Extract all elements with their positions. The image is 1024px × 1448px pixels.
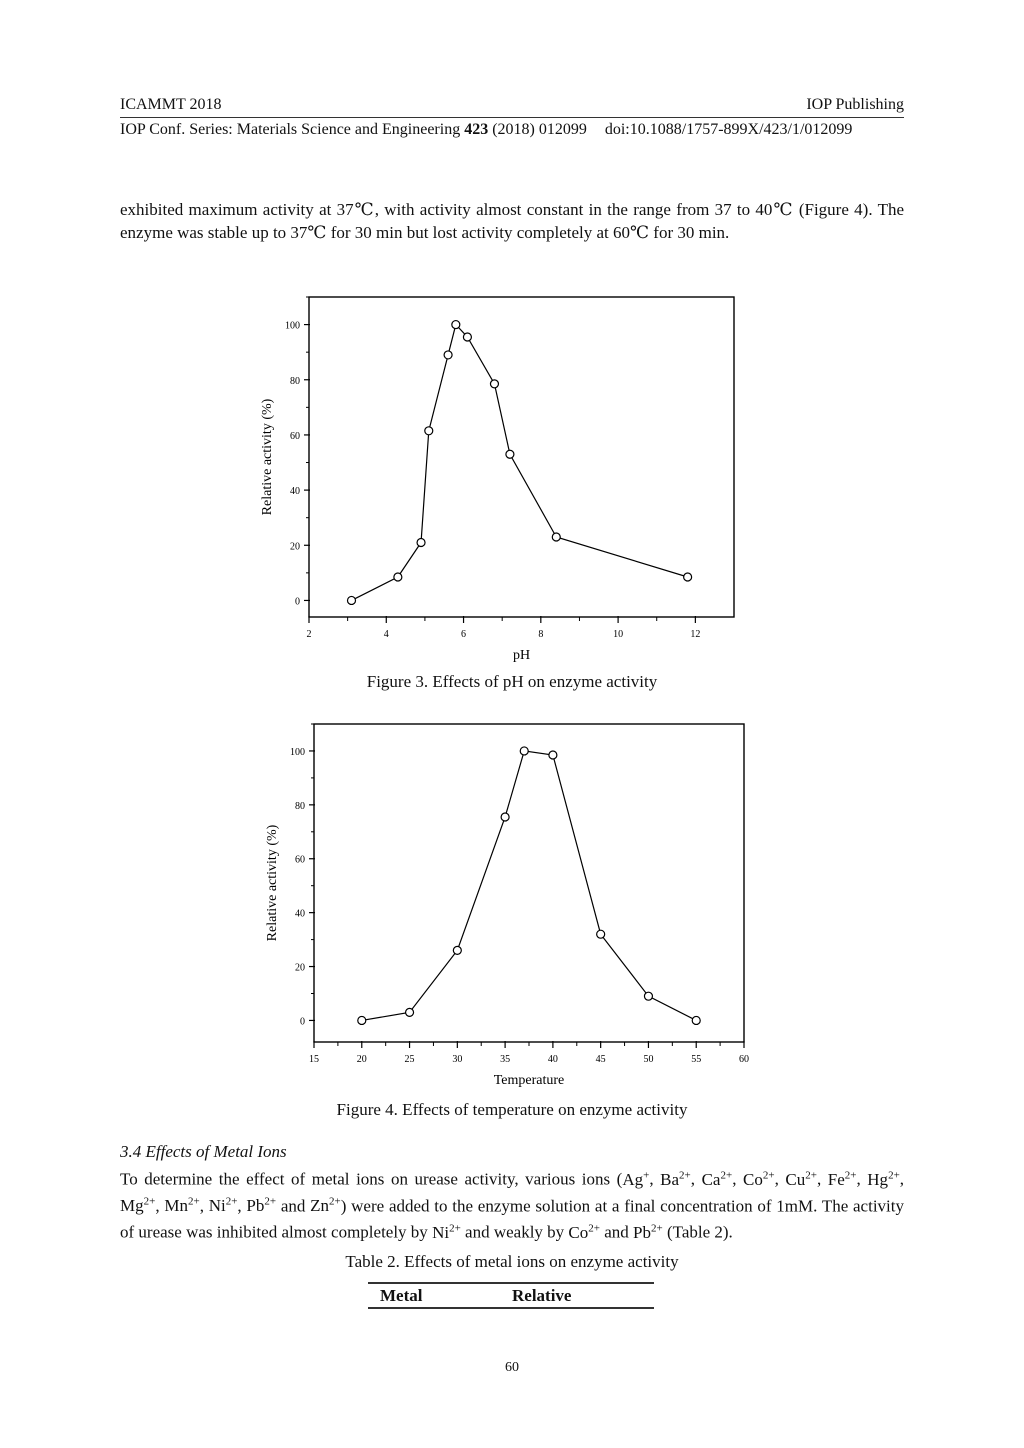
x-tick-label: 2 xyxy=(306,629,312,640)
data-point xyxy=(490,380,498,388)
ion-hg: $Hg^{2+}$ xyxy=(867,1169,900,1189)
x-tick-label: 25 xyxy=(404,1054,415,1065)
figure4-caption: Figure 4. Effects of temperature on enzyme activity xyxy=(336,1100,688,1119)
ion-co: $Co^{2+}$ xyxy=(743,1169,775,1189)
para-sep: , xyxy=(816,1169,828,1189)
metal-ions-paragraph xyxy=(120,1164,904,1244)
series-name: IOP Conf. Series: Materials Science and Engineering xyxy=(120,121,461,138)
figure3-caption: Figure 3. Effects of pH on enzyme activity xyxy=(366,672,658,691)
ion-fe: $Fe^{2+}$ xyxy=(827,1169,857,1189)
table-header-rule xyxy=(368,1307,654,1309)
para-text: and weakly by xyxy=(460,1222,569,1242)
data-point xyxy=(358,1016,366,1024)
figure4-chart xyxy=(240,715,770,1100)
ion-ni: $Ni^{2+}$ xyxy=(208,1195,238,1216)
para-sep: , xyxy=(649,1169,661,1189)
data-point xyxy=(463,333,471,341)
y-tick-label: 100 xyxy=(290,746,305,758)
data-point xyxy=(394,573,402,581)
para-sep: , xyxy=(899,1169,905,1189)
table-top-rule xyxy=(368,1282,654,1284)
ion-ba: $Ba^{2+}$ xyxy=(660,1169,691,1189)
figure3-chart xyxy=(240,290,760,670)
series-line xyxy=(362,751,696,1020)
table2-caption: Table 2. Effects of metal ions on enzyme activity xyxy=(345,1252,679,1271)
data-point xyxy=(453,946,461,954)
x-tick-label: 12 xyxy=(690,629,701,640)
year-article: (2018) 012099 xyxy=(492,121,587,138)
section-title: 3.4 Effects of Metal Ions xyxy=(120,1142,287,1161)
ion-pb: $Pb^{2+}$ xyxy=(246,1195,277,1216)
data-point xyxy=(552,533,560,541)
series-line xyxy=(352,325,688,601)
data-point xyxy=(506,450,514,458)
y-tick-label: 60 xyxy=(290,430,300,442)
y-tick-label: 80 xyxy=(290,375,300,387)
para-sep: , xyxy=(856,1169,868,1189)
publisher-name: IOP Publishing xyxy=(806,96,904,113)
para-sep: and xyxy=(276,1196,311,1216)
para-text: To determine the effect of metal ions on urease activity, various ions ( xyxy=(120,1169,623,1189)
ion-zn: $Zn^{2+}$ xyxy=(310,1195,341,1216)
para-sep: , xyxy=(690,1169,702,1189)
ion-cu: $Cu^{2+}$ xyxy=(785,1169,817,1189)
data-point xyxy=(452,321,460,329)
y-tick-label: 100 xyxy=(285,320,300,332)
y-tick-label: 0 xyxy=(295,596,300,608)
data-point xyxy=(597,930,605,938)
y-tick-label: 20 xyxy=(290,541,300,553)
data-point xyxy=(417,539,425,547)
y-axis-label: Relative activity (%) xyxy=(265,824,280,942)
data-point xyxy=(520,747,528,755)
data-point xyxy=(684,573,692,581)
x-tick-label: 15 xyxy=(309,1054,319,1065)
ion-co-weak: $Co^{2+}$ xyxy=(568,1222,600,1242)
para-text: ) were added to the enzyme solution at a final concentration of 1mM. The activity of urease was inhibited almost completely by xyxy=(120,1196,904,1242)
para-sep: , xyxy=(199,1196,209,1216)
data-point xyxy=(644,992,652,1000)
y-tick-label: 40 xyxy=(290,486,300,498)
para-sep: , xyxy=(155,1196,165,1216)
x-tick-label: 55 xyxy=(691,1054,702,1065)
ion-mn: $Mn^{2+}$ xyxy=(164,1195,200,1216)
ion-pb-weak: $Pb^{2+}$ xyxy=(633,1222,663,1242)
x-tick-label: 45 xyxy=(595,1054,606,1065)
ion-ca: $Ca^{2+}$ xyxy=(701,1169,733,1189)
x-tick-label: 50 xyxy=(643,1054,654,1065)
plot-frame xyxy=(314,724,744,1042)
x-tick-label: 20 xyxy=(356,1054,367,1065)
para-sep: , xyxy=(774,1169,786,1189)
data-point xyxy=(348,596,356,604)
x-tick-label: 30 xyxy=(452,1054,463,1065)
ion-ni-strong: $Ni^{2+}$ xyxy=(432,1222,461,1242)
x-tick-label: 4 xyxy=(383,629,389,640)
y-tick-label: 20 xyxy=(295,962,305,974)
ion-ag: Ag+ xyxy=(622,1169,650,1189)
plot-frame xyxy=(309,297,734,617)
data-point xyxy=(444,351,452,359)
data-point xyxy=(406,1008,414,1016)
table-col-relative: Relative xyxy=(512,1286,572,1305)
header-rule xyxy=(120,117,904,118)
doi-text: doi:10.1088/1757-899X/423/1/012099 xyxy=(604,121,853,138)
para-text: and xyxy=(599,1222,634,1242)
x-tick-label: 60 xyxy=(739,1054,749,1065)
volume-number: 423 xyxy=(464,121,489,138)
page-number: 60 xyxy=(505,1360,519,1375)
data-point xyxy=(501,813,509,821)
y-axis-label: Relative activity (%) xyxy=(260,398,275,516)
y-tick-label: 0 xyxy=(300,1016,305,1028)
x-tick-label: 35 xyxy=(500,1054,511,1065)
citation-line xyxy=(120,121,904,139)
data-point xyxy=(425,427,433,435)
y-tick-label: 40 xyxy=(295,908,305,920)
table-col-metal: Metal xyxy=(380,1286,423,1305)
para-sep: , xyxy=(732,1169,743,1189)
data-point xyxy=(549,751,557,759)
x-tick-label: 8 xyxy=(538,629,544,640)
x-tick-label: 6 xyxy=(461,629,467,640)
y-tick-label: 60 xyxy=(295,854,305,866)
data-point xyxy=(692,1016,700,1024)
intro-paragraph: exhibited maximum activity at 37℃, with activity almost constant in the range from 37 to 40℃ (Figure 4). The enzyme was stable up to 37℃ for 30 min but lost activity completely at 60℃ for 30 min. xyxy=(120,200,904,242)
y-tick-label: 80 xyxy=(295,800,305,812)
para-sep: , xyxy=(237,1196,247,1216)
x-axis-label: Temperature xyxy=(493,1073,565,1088)
para-text: (Table 2). xyxy=(662,1222,733,1242)
ion-mg: $Mg^{2+}$ xyxy=(120,1195,156,1216)
conference-name: ICAMMT 2018 xyxy=(120,96,222,113)
x-tick-label: 40 xyxy=(547,1054,558,1065)
x-axis-label: pH xyxy=(512,648,531,663)
x-tick-label: 10 xyxy=(613,629,624,640)
